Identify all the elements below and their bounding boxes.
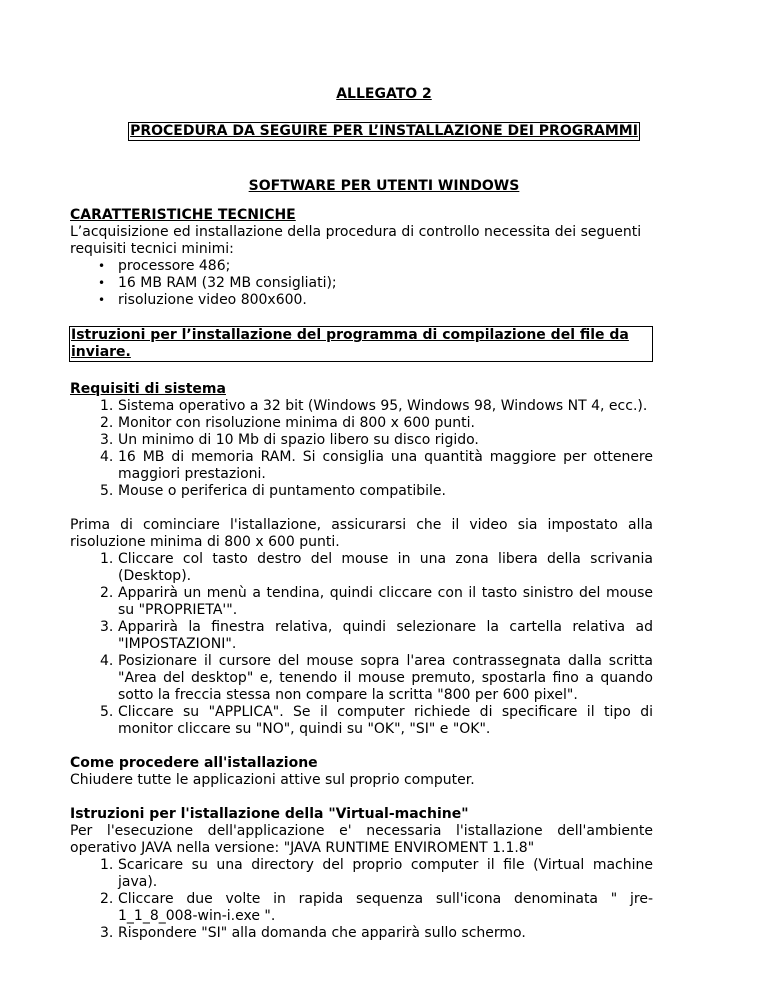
- list-item: • risoluzione video 800x600.: [118, 292, 653, 309]
- procedura-heading: PROCEDURA DA SEGUIRE PER L’INSTALLAZIONE DEI PROGRAMMI: [130, 123, 638, 139]
- list-item: 1. Scaricare su una directory del proprio computer il file (Virtual machine java).: [100, 857, 653, 890]
- list-item: 5. Cliccare su "APPLICA". Se il computer richiede di specificare il tipo di monitor cliccare su "NO", quindi su "OK", "SI" e "OK".: [100, 704, 653, 737]
- caratteristiche-title: CARATTERISTICHE TECNICHE: [70, 207, 296, 223]
- list-item: 4. 16 MB di memoria RAM. Si consiglia una quantità maggiore per ottenere maggiori prestazioni.: [100, 449, 653, 482]
- caratteristiche-list: [70, 258, 653, 309]
- list-item: • 16 MB RAM (32 MB consigliati);: [118, 275, 653, 292]
- prima-intro: Prima di cominciare l'istallazione, assicurarsi che il video sia impostato alla risoluzione minima di 800 x 600 punti.: [70, 517, 653, 550]
- requisiti-title: Requisiti di sistema: [70, 381, 226, 397]
- list-item: 3. Un minimo di 10 Mb di spazio libero su disco rigido.: [100, 432, 479, 448]
- allegato-heading: ALLEGATO 2: [336, 86, 432, 102]
- list-item: 1. Cliccare col tasto destro del mouse in una zona libera della scrivania (Desktop).: [100, 551, 653, 584]
- procedura-heading-wrap: [0, 122, 768, 141]
- come-procedere-text: Chiudere tutte le applicazioni attive sul proprio computer.: [70, 772, 475, 788]
- list-item: 5. Mouse o periferica di puntamento compatibile.: [100, 483, 446, 499]
- list-item: 3. Apparirà la finestra relativa, quindi selezionare la cartella relativa ad "IMPOSTAZIONI".: [100, 619, 653, 652]
- come-procedere-title: Come procedere all'istallazione: [70, 755, 318, 771]
- virtual-machine-title: Istruzioni per l'istallazione della "Virtual-machine": [70, 806, 469, 822]
- istruzioni-title: Istruzioni per l’installazione del programma di compilazione del file da inviare.: [69, 326, 653, 362]
- caratteristiche-intro: L’acquisizione ed installazione della procedura di controllo necessita dei seguenti requisiti tecnici minimi:: [70, 224, 642, 257]
- requisiti-list: [70, 398, 653, 500]
- list-item: 2. Apparirà un menù a tendina, quindi cliccare con il tasto sinistro del mouse su "PROPRIETA'".: [100, 585, 653, 618]
- list-item: 4. Posizionare il cursore del mouse sopra l'area contrassegnata dalla scritta "Area del desktop" e, tenendo il mouse premuto, spostarla fino a quando sotto la freccia stessa non compare la scritta "800 per 600 pixel".: [100, 653, 653, 703]
- virtual-machine-list: [70, 857, 653, 942]
- list-item: • processore 486;: [118, 258, 653, 275]
- document-body: [70, 207, 653, 942]
- software-heading: SOFTWARE PER UTENTI WINDOWS: [248, 178, 520, 194]
- list-item: 1. Sistema operativo a 32 bit (Windows 95, Windows 98, Windows NT 4, ecc.).: [100, 398, 648, 414]
- list-item: 2. Cliccare due volte in rapida sequenza sull'icona denominata " jre-1_1_8_008-win-i.exe ".: [100, 891, 653, 924]
- list-item: 3. Rispondere "SI" alla domanda che apparirà sullo schermo.: [100, 925, 526, 941]
- prima-list: [70, 551, 653, 738]
- list-item: 2. Monitor con risoluzione minima di 800 x 600 punti.: [100, 415, 475, 431]
- virtual-machine-intro: Per l'esecuzione dell'applicazione e' necessaria l'istallazione dell'ambiente operativo JAVA nella versione: "JAVA RUNTIME ENVIROMENT 1.1.8": [70, 823, 653, 856]
